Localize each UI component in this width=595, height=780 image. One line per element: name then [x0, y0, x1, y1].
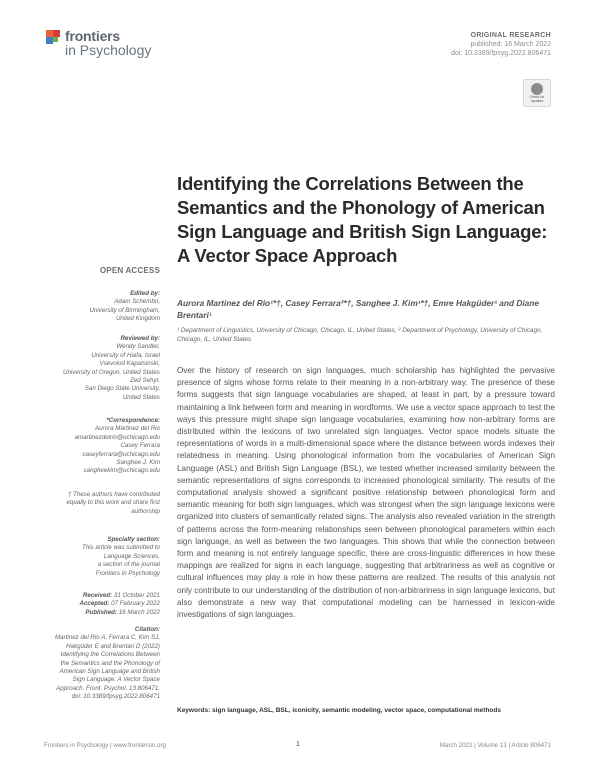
- reviewer-line: University of Oregon, United States: [63, 368, 160, 376]
- reviewer-line: Wendy Sandler,: [116, 343, 160, 351]
- editor-line: Adam Schembri,: [114, 298, 160, 306]
- accepted-date: 07 February 2022: [111, 600, 160, 608]
- article-doi[interactable]: doi: 10.3389/fpsyg.2022.806471: [450, 50, 551, 57]
- published-date: published: 16 March 2022: [470, 41, 551, 48]
- correspondence-email[interactable]: caseyferrara@uchicago.edu: [82, 450, 160, 458]
- citation-line: Sign Language: A Vector Space: [72, 676, 160, 684]
- received-date: 31 October 2021: [113, 592, 160, 599]
- correspondence-section: [0, 417, 160, 476]
- citation-line: Identifying the Correlations Between: [60, 651, 160, 659]
- article-meta: [451, 31, 551, 58]
- reviewer-line: Zed Sehyr,: [130, 377, 160, 385]
- footer-journal-link[interactable]: Frontiers in Psychology | www.frontiersin.org: [44, 742, 166, 749]
- correspondence-email[interactable]: amartinezdelrio@uchicago.edu: [74, 433, 160, 441]
- citation-line: Martinez del Rio A, Ferrara C, Kim SJ,: [55, 634, 160, 642]
- page-number: 1: [296, 741, 300, 748]
- article-title: Identifying the Correlations Between the Semantics and the Phonology of American Sign Language and British Sign Language: A Vector Space Approach: [177, 173, 548, 266]
- citation-line: the Semantics and the Phonology of: [60, 659, 160, 667]
- check-updates-icon: [531, 83, 543, 95]
- edited-by-heading: Edited by:: [130, 290, 160, 297]
- editor-line: University of Birmingham,: [89, 306, 160, 314]
- check-for-updates-badge[interactable]: [523, 79, 551, 107]
- author-list: Aurora Martinez del Rio¹*†, Casey Ferrara²*†, Sanghee J. Kim¹*†, Emre Hakgüder¹ and Diane Brentari¹: [177, 298, 539, 320]
- received-label: Received:: [82, 592, 113, 599]
- note-line: authorship: [131, 507, 160, 515]
- correspondence-heading: *Correspondence:: [106, 417, 160, 424]
- published-date-side: 16 March 2022: [118, 608, 160, 616]
- editor-line: United Kingdom: [115, 315, 160, 323]
- citation-line: Hakgüder E and Brentari D (2022): [66, 642, 160, 650]
- correspondence-name: Sanghee J. Kim: [116, 459, 160, 467]
- frontiers-logo-icon: [44, 28, 64, 48]
- specialty-line: a section of the journal: [97, 561, 160, 569]
- specialty-line: This article was submitted to: [81, 544, 160, 552]
- keywords-label: Keywords:: [177, 707, 211, 714]
- open-access-label: OPEN ACCESS: [99, 266, 160, 275]
- accepted-label: Accepted:: [79, 600, 110, 608]
- published-label: Published:: [85, 608, 117, 616]
- reviewed-by-section: [0, 335, 160, 402]
- note-line: † These authors have contributed: [67, 491, 160, 498]
- equal-contribution-note: [0, 491, 160, 516]
- specialty-section: [0, 536, 160, 578]
- article-type: ORIGINAL RESEARCH: [470, 32, 551, 39]
- citation-doi[interactable]: doi: 10.3389/fpsyg.2022.806471: [71, 693, 160, 701]
- reviewer-line: University of Haifa, Israel: [91, 351, 160, 359]
- citation-line: American Sign Language and British: [59, 668, 160, 676]
- citation-heading: Citation:: [134, 626, 160, 633]
- footer-issue-info: March 2022 | Volume 13 | Article 806471: [439, 742, 551, 749]
- specialty-line: Language Sciences,: [103, 552, 160, 560]
- reviewed-by-heading: Reviewed by:: [120, 335, 160, 342]
- reviewer-line: United States: [122, 393, 160, 401]
- reviewer-line: Vsevolod Kapatsinski,: [99, 360, 160, 368]
- citation-line: Approach. Front. Psychol. 13:806471.: [56, 684, 160, 692]
- dates-section: [0, 592, 160, 617]
- citation-section: [0, 626, 160, 702]
- keywords-list: sign language, ASL, BSL, iconicity, semantic modeling, vector space, computational methods: [212, 707, 501, 714]
- logo-wordmark: frontiers: [65, 28, 120, 44]
- abstract: Over the history of research on sign languages, much scholarship has highlighted the pervasive presence of signs whose forms relate to their meaning in a non-arbitrary way. The presence of these forms suggests that sign language vocabularies are shaped, at least in part, by a pressure toward maintaining a link between form and meaning in wordforms. We use a vector space approach to test the ways this pressure might shape sign language vocabularies, examining how non-arbitrary forms are distributed within the lexicons of two unrelated sign languages. Vector space models situate the representations of words in a multi-dimensional space where the distance between words indexes their relatedness in meaning. Using phonological information from the vocabularies of American Sign Language (ASL) and British Sign Language (BSL), we tested whether increased similarity between the semantic representations of signs corresponds to increased phonological similarity. The results of the computational analysis showed a significant positive relationship between phonological form and semantic meaning for both sign languages, which was strongest when the sign language lexicons were organized into clusters of semantically related signs. The analysis also revealed variation in the strength of patterns across the form-meaning relationships seen between phonological parameters within each sign language, as well as between the two languages. This shows that while the connection between form and meaning is not entirely language specific, there are cross-linguistic differences in how these mappings are realized for signs in each language, suggesting that arbitrariness as well as cognitive or cultural influences may play a role in how these patterns are realized. The results of this analysis not only contribute to our understanding of the distribution of non-arbitrariness in sign language lexicons, but also demonstrate a new way that computational modeling can be harnessed in lexicon-wide investigations of sign languages.: [177, 366, 555, 620]
- correspondence-name: Casey Ferrara: [120, 442, 160, 450]
- specialty-heading: Specialty section:: [107, 536, 160, 543]
- correspondence-email[interactable]: sangheekim@uchicago.edu: [83, 467, 160, 475]
- journal-logo[interactable]: [44, 28, 174, 62]
- keywords: [177, 707, 562, 714]
- logo-journal-name: in Psychology: [65, 42, 152, 58]
- check-updates-label: Check for updates: [529, 95, 545, 103]
- affiliations: ¹ Department of Linguistics, University of Chicago, Chicago, IL, United States, ² Department of Psychology, University of Chicago, Chicago, IL, United States: [177, 327, 543, 343]
- reviewer-line: San Diego State University,: [84, 385, 160, 393]
- edited-by-section: [0, 290, 160, 324]
- note-line: equally to this work and share first: [66, 499, 160, 507]
- specialty-line: Frontiers in Psychology: [95, 569, 160, 577]
- correspondence-name: Aurora Martinez del Rio: [95, 425, 160, 433]
